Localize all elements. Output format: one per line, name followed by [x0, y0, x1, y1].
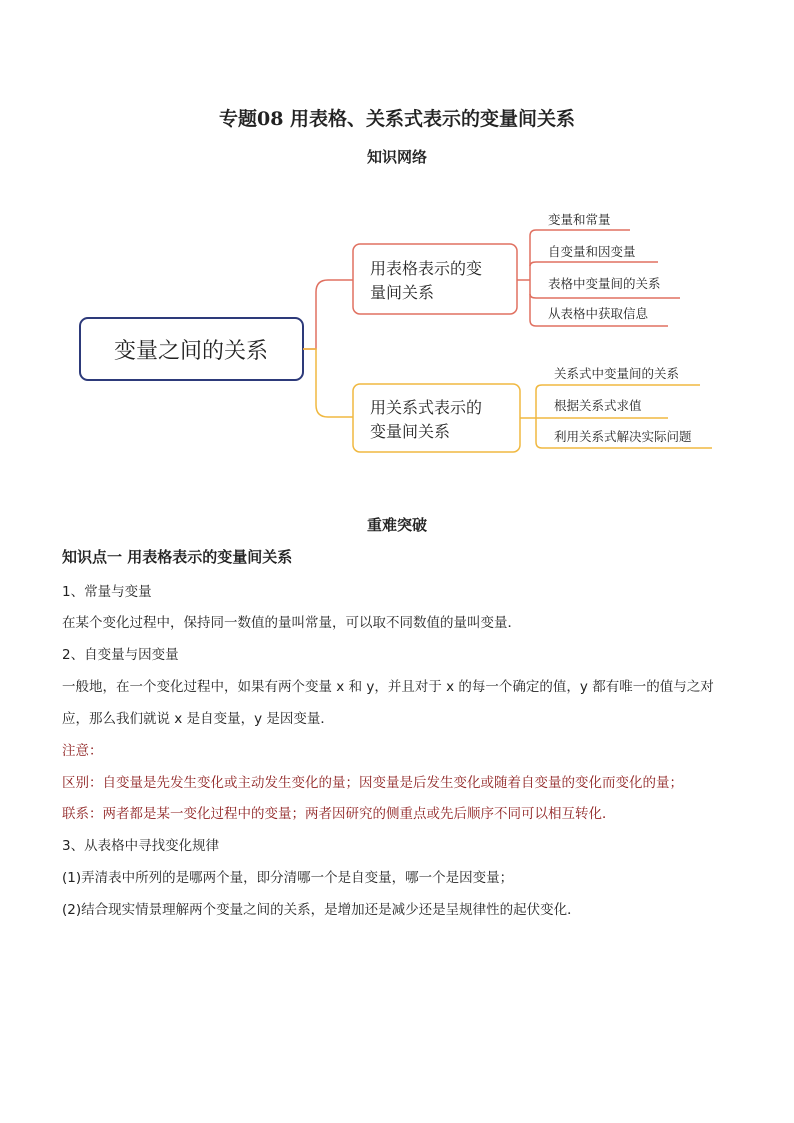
mindmap-branch2-line1: 用关系式表示的 — [370, 398, 483, 417]
mindmap-leaf-formula-apply: 利用关系式解决实际问题 — [554, 429, 692, 444]
connector-root-branch1 — [303, 280, 353, 349]
mindmap-leaf-independent-dependent: 自变量和因变量 — [548, 244, 636, 259]
paragraph-table-step1: (1)弄清表中所列的是哪两个量，即分清哪一个是自变量，哪一个是因变量； — [62, 870, 514, 886]
subheading-constant-variable: 1、常量与变量 — [62, 584, 152, 600]
knowledge-point-heading: 知识点一 用表格表示的变量间关系 — [62, 548, 293, 566]
mindmap-branch1-box — [353, 244, 517, 314]
subheading-independent-dependent: 2、自变量与因变量 — [62, 647, 179, 663]
section-heading: 重难突破 — [366, 516, 427, 534]
leaf5-underline — [536, 385, 700, 390]
mindmap-leaf-formula-evaluate: 根据关系式求值 — [554, 398, 642, 413]
subtitle: 知识网络 — [366, 148, 427, 166]
leaf2-underline — [530, 262, 658, 266]
mindmap-branch1-line1: 用表格表示的变 — [370, 259, 483, 278]
mindmap-leaf-table-info: 从表格中获取信息 — [548, 306, 649, 321]
connector-branch2-leaves — [520, 390, 536, 442]
subheading-table-patterns: 3、从表格中寻找变化规律 — [62, 838, 220, 854]
mindmap-branch2-box — [353, 384, 520, 452]
connector-branch1-leaves — [517, 236, 530, 320]
page-title: 专题08 用表格、关系式表示的变量间关系 — [218, 108, 576, 130]
mindmap-root-label: 变量之间的关系 — [113, 339, 269, 364]
note-connection: 联系：两者都是某一变化过程中的变量；两者因研究的侧重点或先后顺序不同可以相互转化． — [62, 806, 616, 822]
leaf1-underline — [530, 230, 630, 236]
mindmap-branch2-line2: 变量间关系 — [370, 422, 451, 441]
mindmap-leaf-formula-relation: 关系式中变量间的关系 — [554, 366, 680, 381]
paragraph-constant-variable: 在某个变化过程中，保持同一数值的量叫常量，可以取不同数值的量叫变量． — [62, 615, 521, 631]
paragraph-table-step2: (2)结合现实情景理解两个变量之间的关系，是增加还是减少还是呈规律性的起伏变化． — [62, 902, 581, 918]
mindmap-leaf-variable-constant: 变量和常量 — [548, 212, 611, 227]
leaf3-underline — [530, 294, 680, 298]
note-difference: 区别：自变量是先发生变化或主动发生变化的量；因变量是后发生变化或随着自变量的变化而变化的量； — [62, 775, 683, 791]
connector-root-branch2 — [303, 349, 353, 417]
mindmap-branch1-line2: 量间关系 — [370, 283, 435, 302]
paragraph-definition-line1: 一般地，在一个变化过程中，如果有两个变量 x 和 y，并且对于 x 的每一个确定的值，y 都有唯一的值与之对 — [62, 679, 714, 695]
mind-map — [0, 190, 794, 470]
mindmap-leaf-table-relation: 表格中变量间的关系 — [548, 276, 661, 291]
paragraph-definition-line2: 应，那么我们就说 x 是自变量，y 是因变量． — [62, 711, 334, 727]
note-label: 注意： — [62, 743, 103, 759]
